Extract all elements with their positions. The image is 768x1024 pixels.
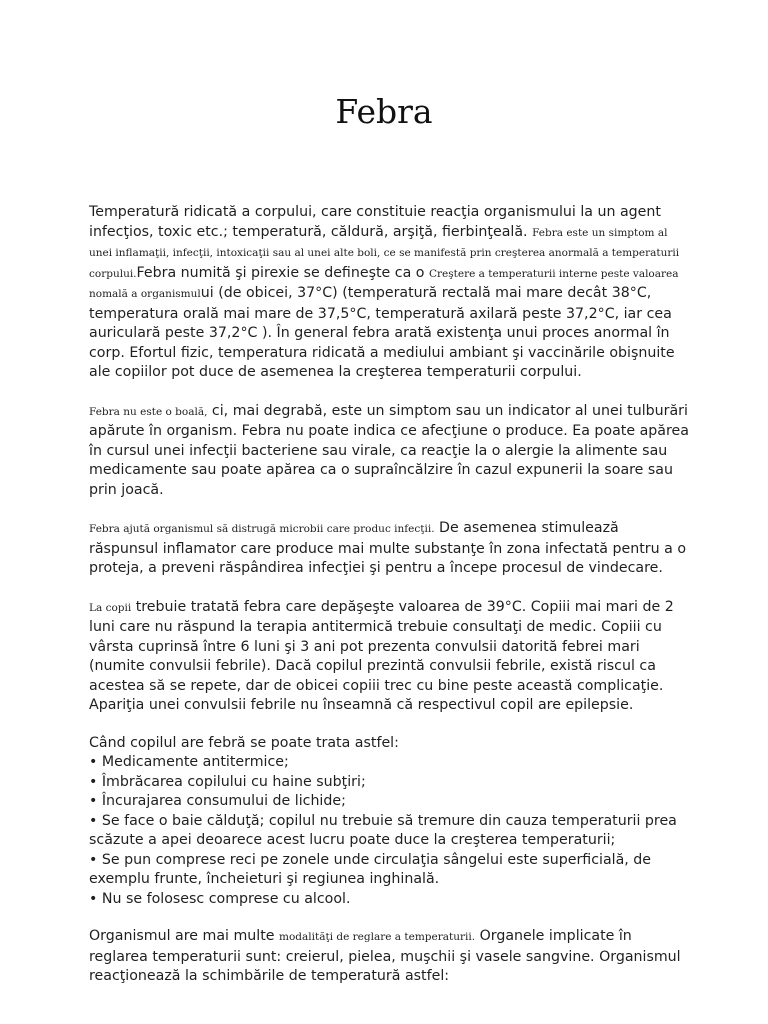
paragraph-definition [89, 203, 689, 383]
text-run: trebuie tratată febra care depăşeşte valoarea de 39°C. Copiii mai mari de 2 luni care nu răspund la terapia antitermică trebuie consultaţi de medic. Copiii cu vârsta cuprinsă între 6 luni şi 3 ani pot prezenta convulsii datorită febrei mari (numite convulsii febrile). Dacă copilul prezintă convulsii febrile, există riscul ca acestea să se repete, dar de obicei copiii trec cu bine peste această complicaţie. Apariţia unei convulsii febrile nu înseamnă că respectivul copil are epilepsie. [89, 598, 674, 713]
list-item: • Medicamente antitermice; [89, 754, 289, 770]
paragraph-children [89, 598, 689, 716]
document-title: Febra [335, 92, 433, 131]
paragraph-not-disease [89, 402, 689, 501]
treatment-section [89, 734, 689, 910]
text-run: ui (de obicei, 37°C) (temperatură rectală mai mare decât 38°C, temperatura orală mai mare de 37,5°C, temperatură axilară peste 37,2°C, iar cea auriculară peste 37,2°C ). În general febra arată existenţa unui proces anormal în corp. Efortul fizic, temperatura ridicată a mediului ambiant şi vaccinările obişnuite ale copiilor pot duce de asemenea la creşterea temperaturii corpului. [89, 285, 675, 380]
treatment-list [89, 753, 689, 909]
text-run: De asemenea stimulează răspunsul inflamator care produce mai multe substanţe în zona infectată pentru a o proteja, a preveni răspândirea infecţiei şi pentru a începe procesul de vindecare. [89, 520, 687, 576]
list-item: • Se pun comprese reci pe zonele unde circulaţia sângelui este superficială, de exemplu frunte, încheieturi şi regiunea inghinală. [89, 851, 652, 887]
list-item: • Îmbrăcarea copilului cu haine subţiri; [89, 773, 366, 790]
paragraph-fever-helps [89, 519, 689, 579]
text-run: Temperatură ridicată a corpului, care constituie reacţia organismului la un agent infecţios, toxic etc.; temperatură, căldură, arşiţă, fierbinţeală. [89, 204, 661, 240]
list-item: • Se face o baie călduţă; copilul nu trebuie să tremure din cauza temperaturii prea scăzute a apei deoarece acest lucru poate duce la creşterea temperaturii; [89, 812, 677, 848]
paragraph-regulation [89, 927, 689, 987]
list-item: • Încurajarea consumului de lichide; [89, 793, 346, 809]
small-serif-run: Febra este un simptom al unei inflamaţii, infecţii, intoxicaţii sau al unei alte boli, ce se manifestă prin creşterea anormală a temperaturii corpului. [89, 226, 680, 280]
text-run: Organismul are mai multe [89, 928, 280, 944]
small-serif-run: Febra ajută organismul să distrugă microbii care produc infecţii. [89, 523, 435, 535]
treatment-intro: Când copilul are febră se poate trata astfel: [89, 734, 399, 751]
text-run: Febra numită şi pirexie se defineşte ca o [136, 264, 429, 281]
document-body [89, 203, 689, 987]
list-item: • Nu se folosesc comprese cu alcool. [89, 890, 351, 907]
text-run: ci, mai degrabă, este un simptom sau un indicator al unei tulburări apărute în organism. Febra nu poate indica ce afecţiune o produce. Ea poate apărea în cursul unei infecţii bacteriene sau virale, ca reacţie la o alergie la alimente sau medicamente sau poate apărea ca o supraîncălzire în cazul expunerii la soare sau prin joacă. [89, 402, 689, 498]
text-run: Organele implicate în reglarea temperaturii sunt: creierul, pielea, muşchii şi vasele sangvine. Organismul reacţionează la schimbările de temperatură astfel: [89, 928, 681, 984]
small-serif-run: Creştere a temperaturii interne peste valoarea nomală a organismul [89, 267, 679, 300]
small-serif-run: Febra nu este o boală, [89, 405, 208, 418]
small-serif-run: La copii [89, 601, 132, 614]
small-serif-run: modalităţi de reglare a temperaturii. [279, 931, 476, 943]
